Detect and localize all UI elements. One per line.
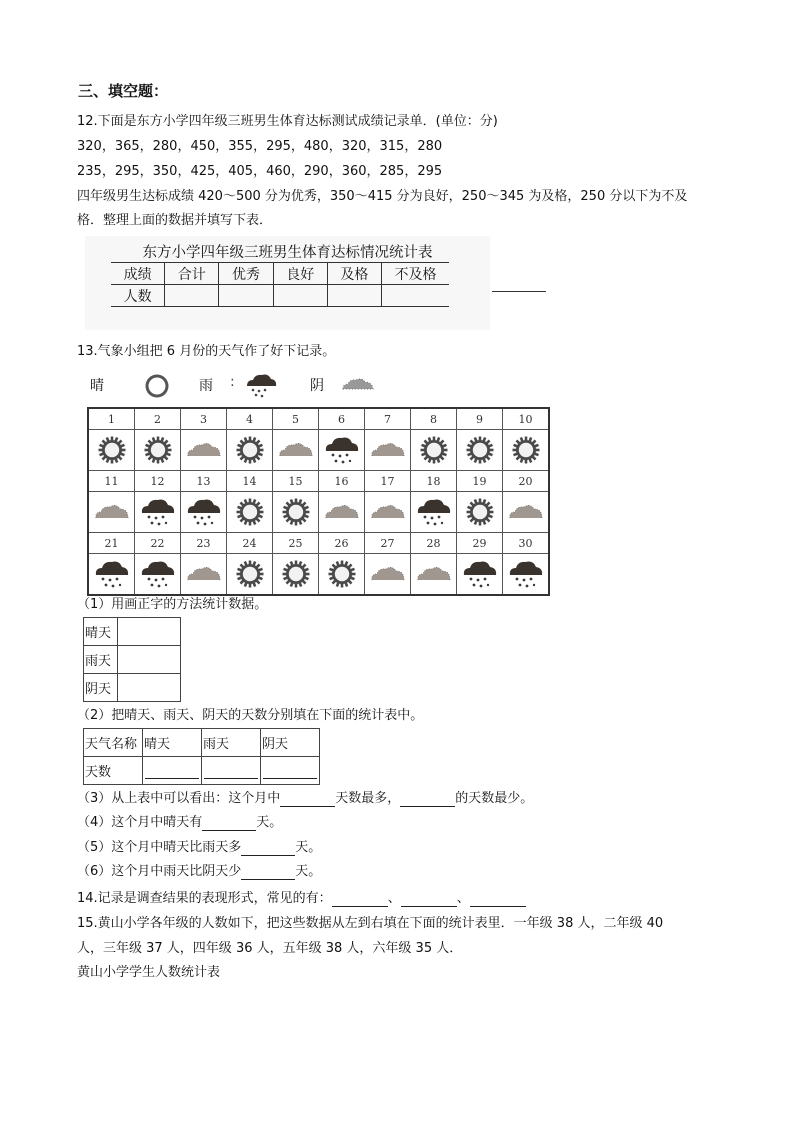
tally-label-cloudy: 阴天 [84, 674, 118, 702]
calendar-day-number: 1 [88, 408, 135, 430]
q13-part4-text-a: （4）这个月中晴天有 [77, 815, 203, 830]
cloudy-icon [273, 430, 319, 471]
q12-row-label: 人数 [111, 285, 165, 307]
sun-icon [273, 492, 319, 533]
cloudy-icon [411, 554, 457, 596]
rain-cloud-icon [135, 554, 181, 596]
q14-sep: 、 [387, 891, 401, 906]
calendar-day-number: 12 [135, 471, 181, 492]
q13-part3-text-c: 的天数最少。 [455, 791, 534, 806]
answer-blank[interactable] [241, 841, 295, 856]
q13-part4-text-b: 天。 [256, 815, 283, 830]
tally-cell[interactable] [118, 618, 181, 646]
calendar-day-number: 27 [365, 533, 411, 554]
stat-answer-cell[interactable] [261, 757, 320, 785]
legend-rain-label: 雨 [199, 378, 213, 394]
stat-row-label: 天数 [84, 757, 143, 785]
legend-colon: : [230, 374, 235, 390]
calendar-day-number: 14 [227, 471, 273, 492]
legend-sunny-label: 晴 [90, 378, 104, 394]
cloudy-icon [365, 430, 411, 471]
q13-part5-text-b: 天。 [295, 840, 322, 855]
weather-stat-table [83, 728, 320, 785]
q13-part3-text-a: （3）从上表中可以看出：这个月中 [77, 791, 281, 806]
stat-header-cell: 阴天 [261, 729, 320, 757]
q12-header-cell: 优秀 [219, 263, 273, 285]
tally-cell[interactable] [118, 674, 181, 702]
q12-answer-cell[interactable] [273, 285, 327, 307]
calendar-day-number: 24 [227, 533, 273, 554]
q13-part6 [77, 864, 321, 880]
stat-answer-cell[interactable] [143, 757, 202, 785]
calendar-day-number: 16 [319, 471, 365, 492]
q12-criteria-line2: 格．整理上面的数据并填写下表． [77, 213, 273, 228]
q15-line1: 15.黄山小学各年级的人数如下，把这些数据从左到右填在下面的统计表里．一年级 38 人，二年级 40 [77, 916, 664, 931]
q12-answer-cell[interactable] [165, 285, 219, 307]
calendar-day-number: 22 [135, 533, 181, 554]
calendar-day-number: 2 [135, 408, 181, 430]
q12-table-title: 东方小学四年级三班男生体育达标情况统计表 [142, 245, 433, 261]
q13-part3 [77, 791, 533, 807]
q12-header-cell: 及格 [327, 263, 381, 285]
calendar-day-number: 21 [88, 533, 135, 554]
q13-part5-text-a: （5）这个月中晴天比雨天多 [77, 840, 242, 855]
calendar-day-number: 10 [503, 408, 550, 430]
q12-intro: 12.下面是东方小学四年级三班男生体育达标测试成绩记录单．(单位：分) [77, 114, 498, 129]
q12-header-cell: 良好 [273, 263, 327, 285]
calendar-day-number: 6 [319, 408, 365, 430]
cloudy-icon [340, 374, 376, 394]
calendar-day-number: 13 [181, 471, 227, 492]
sun-icon [143, 372, 171, 400]
calendar-day-number: 28 [411, 533, 457, 554]
q12-stat-table [111, 262, 449, 307]
q12-data-row1: 320，365，280，450，355，295，480，320，315，280 [77, 139, 443, 154]
q12-criteria-line1: 四年级男生达标成绩 420～500 分为优秀，350～415 分为良好，250～345 为及格，250 分以下为不及 [77, 189, 688, 204]
rain-cloud-icon [88, 554, 135, 596]
rain-cloud-icon [457, 554, 503, 596]
calendar-day-number: 11 [88, 471, 135, 492]
q15-line2: 人，三年级 37 人，四年级 36 人，五年级 38 人，六年级 35 人． [77, 941, 463, 956]
rain-cloud-icon [181, 492, 227, 533]
answer-blank[interactable] [470, 892, 526, 907]
calendar-day-number: 15 [273, 471, 319, 492]
q13-part4 [77, 815, 282, 831]
rain-cloud-icon [135, 492, 181, 533]
weather-legend [90, 372, 390, 400]
q13-part5 [77, 840, 321, 856]
cloudy-icon [365, 492, 411, 533]
calendar-day-number: 3 [181, 408, 227, 430]
cloudy-icon [88, 492, 135, 533]
q12-table-image [85, 236, 490, 330]
q13-part6-text-a: （6）这个月中雨天比阴天少 [77, 864, 242, 879]
q14 [77, 891, 526, 907]
q12-header-cell: 成绩 [111, 263, 165, 285]
calendar-day-number: 25 [273, 533, 319, 554]
rain-cloud-icon [319, 430, 365, 471]
calendar-day-number: 18 [411, 471, 457, 492]
cloudy-icon [319, 492, 365, 533]
calendar-day-number: 17 [365, 471, 411, 492]
sun-icon [411, 430, 457, 471]
sun-icon [227, 554, 273, 596]
rain-cloud-icon [411, 492, 457, 533]
sun-icon [457, 492, 503, 533]
calendar-day-number: 30 [503, 533, 550, 554]
stat-header-cell: 雨天 [202, 729, 261, 757]
calendar-day-number: 8 [411, 408, 457, 430]
calendar-day-number: 7 [365, 408, 411, 430]
calendar-day-number: 29 [457, 533, 503, 554]
stat-header-cell: 晴天 [143, 729, 202, 757]
q13-part6-text-b: 天。 [295, 864, 322, 879]
rain-cloud-icon [503, 554, 550, 596]
q13-intro: 13.气象小组把 6 月份的天气作了好下记录。 [77, 344, 336, 359]
q12-header-cell: 不及格 [382, 263, 449, 285]
sun-icon [503, 430, 550, 471]
sun-icon [227, 430, 273, 471]
sun-icon [457, 430, 503, 471]
answer-blank[interactable] [401, 892, 457, 907]
tally-label-rain: 雨天 [84, 646, 118, 674]
answer-blank[interactable] [332, 892, 388, 907]
calendar-day-number: 5 [273, 408, 319, 430]
q13-part3-text-b: 天数最多， [335, 791, 401, 806]
q14-text: 14.记录是调查结果的表现形式，常见的有： [77, 891, 332, 906]
cloudy-icon [181, 430, 227, 471]
tally-label-sunny: 晴天 [84, 618, 118, 646]
sun-icon [319, 554, 365, 596]
rain-cloud-icon [243, 370, 279, 400]
calendar-day-number: 19 [457, 471, 503, 492]
stat-answer-cell[interactable] [202, 757, 261, 785]
answer-blank[interactable] [400, 792, 455, 807]
tally-table [83, 617, 181, 702]
weather-calendar [87, 407, 550, 596]
calendar-day-number: 9 [457, 408, 503, 430]
q12-answer-cell[interactable] [382, 285, 449, 307]
calendar-day-number: 20 [503, 471, 550, 492]
sun-icon [227, 492, 273, 533]
calendar-day-number: 26 [319, 533, 365, 554]
q12-answer-cell[interactable] [219, 285, 273, 307]
answer-blank[interactable] [241, 865, 295, 880]
calendar-day-number: 4 [227, 408, 273, 430]
calendar-day-number: 23 [181, 533, 227, 554]
cloudy-icon [503, 492, 550, 533]
sun-icon [135, 430, 181, 471]
section-title: 三、填空题： [78, 82, 169, 100]
answer-blank[interactable] [202, 816, 256, 831]
q15-table-title: 黄山小学学生人数统计表 [77, 965, 221, 980]
q12-answer-blank[interactable] [492, 291, 546, 292]
stat-header-cell: 天气名称 [84, 729, 143, 757]
sun-icon [273, 554, 319, 596]
cloudy-icon [365, 554, 411, 596]
q12-data-row2: 235，295，350，425，405，460，290，360，285，295 [77, 164, 443, 179]
sun-icon [88, 430, 135, 471]
q12-header-cell: 合计 [165, 263, 219, 285]
q13-part1: （1）用画正字的方法统计数据。 [77, 597, 268, 612]
answer-blank[interactable] [280, 792, 335, 807]
cloudy-icon [181, 554, 227, 596]
legend-cloudy-label: 阴 [310, 378, 324, 394]
q14-sep: 、 [456, 891, 470, 906]
q12-answer-cell[interactable] [327, 285, 381, 307]
tally-cell[interactable] [118, 646, 181, 674]
q13-part2: （2）把晴天、雨天、阴天的天数分别填在下面的统计表中。 [77, 708, 424, 723]
